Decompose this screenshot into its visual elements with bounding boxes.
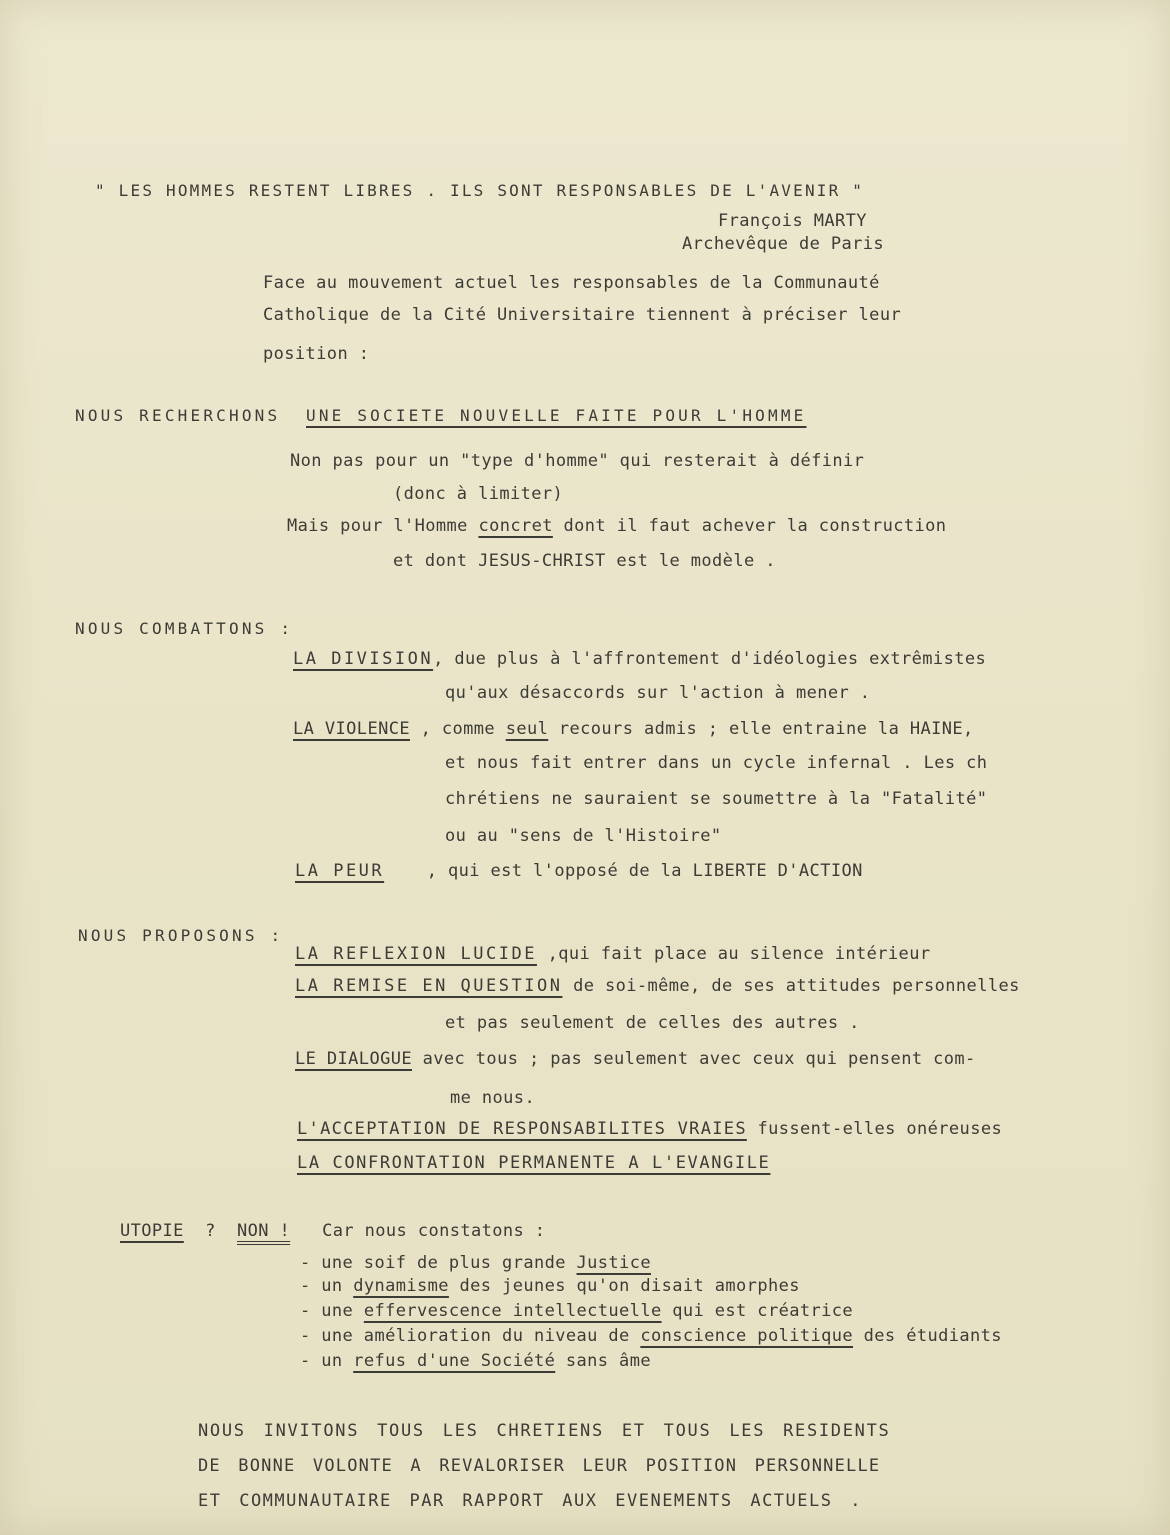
utopie-non: NON ! bbox=[237, 1221, 291, 1241]
violence-cont-3: ou au "sens de l'Histoire" bbox=[445, 826, 722, 846]
intro-line-3: position : bbox=[263, 344, 370, 364]
constat-item-2-post: des jeunes qu'on disait amorphes bbox=[448, 1276, 800, 1296]
constat-item-2-pre: - un bbox=[300, 1276, 354, 1296]
constat-item-1 bbox=[300, 1252, 651, 1274]
recherchons-object: UNE SOCIETE NOUVELLE FAITE POUR L'HOMME bbox=[306, 406, 807, 425]
division-text: , due plus à l'affrontement d'idéologies extrêmistes bbox=[433, 649, 987, 669]
intro-line-2: Catholique de la Cité Universitaire tiennent à préciser leur bbox=[263, 305, 902, 325]
constat-item-2-u: dynamisme bbox=[353, 1276, 449, 1296]
constat-item-4-u: conscience politique bbox=[640, 1326, 854, 1346]
peur-label: LA PEUR bbox=[295, 861, 385, 881]
peur-text: , qui est l'opposé de la LIBERTE D'ACTION bbox=[426, 861, 863, 881]
recherchons-line-1: Non pas pour un "type d'homme" qui resterait à définir bbox=[290, 451, 865, 471]
peur-line bbox=[295, 860, 863, 882]
division-label: LA DIVISION bbox=[293, 649, 434, 669]
constat-item-5-post: sans âme bbox=[555, 1351, 651, 1371]
acceptation-line bbox=[297, 1118, 1002, 1140]
violence-cont-1: et nous fait entrer dans un cycle infernal . Les ch bbox=[445, 753, 988, 773]
reflexion-label: LA REFLEXION LUCIDE bbox=[295, 944, 537, 964]
quote-text: " LES HOMMES RESTENT LIBRES . ILS SONT RESPONSABLES DE L'AVENIR " bbox=[95, 181, 865, 200]
constat-item-1-u: Justice bbox=[576, 1253, 651, 1273]
division-cont: qu'aux désaccords sur l'action à mener . bbox=[445, 683, 871, 703]
recherchons-line-3: et dont JESUS-CHRIST est le modèle . bbox=[393, 551, 776, 571]
proposons-heading: NOUS PROPOSONS : bbox=[78, 926, 284, 945]
closing-line-1: NOUS INVITONS TOUS LES CHRETIENS ET TOUS LES RESIDENTS bbox=[198, 1421, 891, 1441]
recherchons-line-2: (donc à limiter) bbox=[393, 484, 564, 504]
reflexion-line bbox=[295, 943, 930, 965]
violence-line bbox=[293, 718, 974, 740]
violence-post: recours admis ; elle entraine la HAINE, bbox=[548, 719, 974, 739]
quote-author: François MARTY bbox=[718, 211, 867, 231]
constat-item-2 bbox=[300, 1275, 800, 1297]
acceptation-label: L'ACCEPTATION DE RESPONSABILITES VRAIES bbox=[297, 1119, 747, 1139]
remise-line bbox=[295, 975, 1020, 997]
utopie-constat: Car nous constatons : bbox=[322, 1221, 546, 1241]
combattons-heading: NOUS COMBATTONS : bbox=[75, 619, 294, 638]
utopie-question: ? bbox=[205, 1221, 216, 1241]
remise-cont: et pas seulement de celles des autres . bbox=[445, 1013, 860, 1033]
constat-item-5-pre: - un bbox=[300, 1351, 354, 1371]
violence-pre: , comme bbox=[409, 719, 506, 739]
dialogue-text: avec tous ; pas seulement avec ceux qui pensent com- bbox=[411, 1049, 976, 1069]
closing-line-2: DE BONNE VOLONTE A REVALORISER LEUR POSITION PERSONNELLE bbox=[198, 1456, 881, 1476]
constat-item-5 bbox=[300, 1350, 651, 1372]
recherchons-section bbox=[75, 405, 806, 427]
violence-seul: seul bbox=[505, 719, 549, 739]
mais-post: dont il faut achever la construction bbox=[552, 516, 947, 536]
violence-label: LA VIOLENCE bbox=[293, 719, 410, 739]
utopie-line bbox=[120, 1220, 545, 1242]
intro-line-1: Face au mouvement actuel les responsables de la Communauté bbox=[263, 273, 880, 293]
closing-line-3: ET COMMUNAUTAIRE PAR RAPPORT AUX EVENEMENTS ACTUELS . bbox=[198, 1491, 862, 1511]
constat-item-3 bbox=[300, 1300, 853, 1322]
constat-item-3-pre: - une bbox=[300, 1301, 364, 1321]
confrontation-line bbox=[297, 1152, 770, 1174]
quote-author-title: Archevêque de Paris bbox=[682, 234, 885, 254]
constat-item-1-pre: - une soif de plus grande bbox=[300, 1253, 577, 1273]
constat-item-4-post: des étudiants bbox=[853, 1326, 1002, 1346]
recherchons-heading: NOUS RECHERCHONS bbox=[75, 406, 281, 425]
violence-cont-2: chrétiens ne sauraient se soumettre à la "Fatalité" bbox=[445, 789, 988, 809]
confrontation-label: LA CONFRONTATION PERMANENTE A L'EVANGILE bbox=[297, 1153, 771, 1173]
constat-item-4 bbox=[300, 1325, 1002, 1347]
constat-item-3-post: qui est créatrice bbox=[661, 1301, 854, 1321]
dialogue-label: LE DIALOGUE bbox=[295, 1049, 412, 1069]
remise-label: LA REMISE EN QUESTION bbox=[295, 976, 563, 996]
constat-item-3-u: effervescence intellectuelle bbox=[363, 1301, 662, 1321]
reflexion-text: ,qui fait place au silence intérieur bbox=[536, 944, 931, 964]
remise-text: de soi-même, de ses attitudes personnelles bbox=[562, 976, 1020, 996]
acceptation-text: fussent-elles onéreuses bbox=[746, 1119, 1003, 1139]
recherchons-mais-line bbox=[287, 515, 946, 537]
dialogue-cont: me nous. bbox=[450, 1088, 536, 1108]
dialogue-line bbox=[295, 1048, 976, 1070]
mais-pre: Mais pour l'Homme bbox=[287, 516, 479, 536]
constat-item-5-u: refus d'une Société bbox=[353, 1351, 556, 1371]
mais-concret: concret bbox=[478, 516, 553, 536]
utopie-word: UTOPIE bbox=[120, 1221, 184, 1241]
constat-item-4-pre: - une amélioration du niveau de bbox=[300, 1326, 641, 1346]
division-line bbox=[293, 648, 986, 670]
